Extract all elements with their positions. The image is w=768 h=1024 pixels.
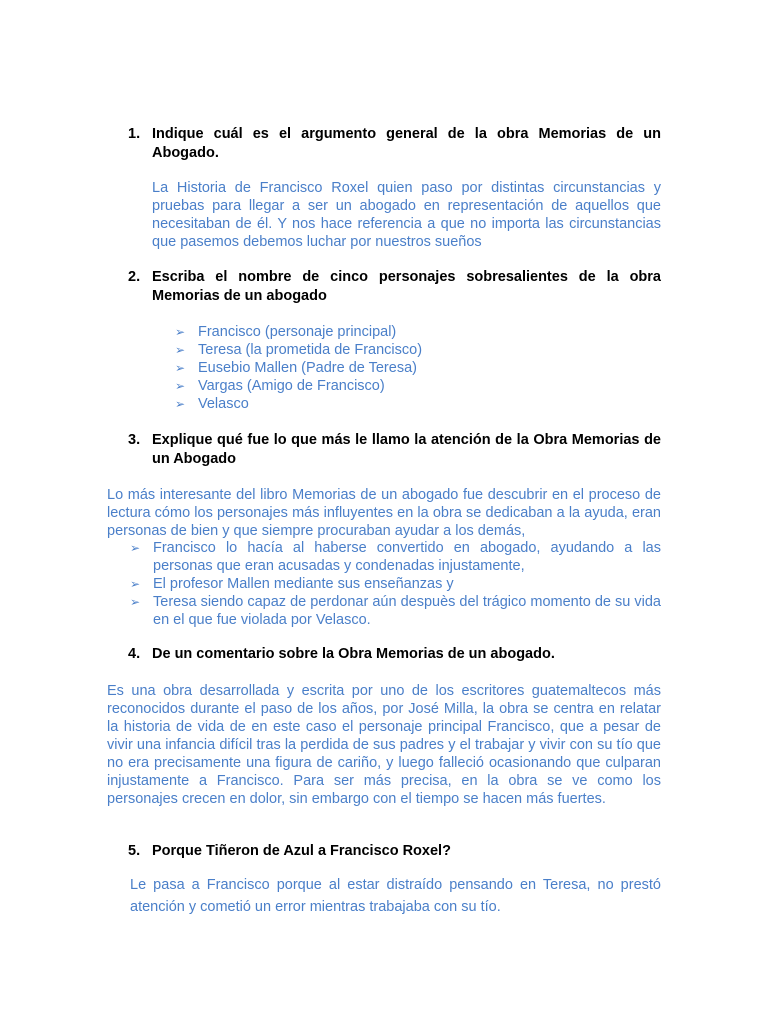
arrow-bullet-icon: ➢ bbox=[175, 397, 186, 411]
list-item bbox=[175, 377, 661, 395]
arrow-bullet-icon: ➢ bbox=[175, 343, 186, 357]
question-1 bbox=[128, 125, 661, 162]
question-number: 5. bbox=[128, 843, 141, 859]
arrow-bullet-icon: ➢ bbox=[130, 595, 141, 609]
list-item-text: Velasco bbox=[198, 396, 249, 412]
question-text: Escriba el nombre de cinco personajes sobresalientes de la obra Memorias de un abogado bbox=[152, 269, 661, 304]
question-2 bbox=[128, 268, 661, 305]
list-item bbox=[175, 341, 661, 359]
question-number: 1. bbox=[128, 126, 141, 142]
answer-1: La Historia de Francisco Roxel quien paso por distintas circunstancias y pruebas para llegar a ser un abogado en representación de aquellos que necesitaban de él. Y nos hace referencia a que no importa las circunstancias que pasemos debemos luchar por nuestros sueños bbox=[152, 180, 661, 250]
question-number: 3. bbox=[128, 432, 141, 448]
arrow-bullet-icon: ➢ bbox=[130, 541, 141, 555]
question-number: 2. bbox=[128, 269, 141, 285]
question-text: Indique cuál es el argumento general de la obra Memorias de un Abogado. bbox=[152, 126, 661, 161]
list-item bbox=[130, 575, 661, 593]
question-number: 4. bbox=[128, 646, 141, 662]
answer-5: Le pasa a Francisco porque al estar distraído pensando en Teresa, no prestó atención y cometió un error mientras trabajaba con su tío. bbox=[130, 877, 661, 915]
list-item-text: Francisco (personaje principal) bbox=[198, 324, 397, 340]
list-item-text: Teresa (la prometida de Francisco) bbox=[198, 342, 423, 358]
answer-3-list bbox=[130, 539, 661, 629]
question-text: Explique qué fue lo que más le llamo la atención de la Obra Memorias de un Abogado bbox=[152, 432, 661, 467]
question-text: De un comentario sobre la Obra Memorias de un abogado. bbox=[152, 646, 555, 662]
arrow-bullet-icon: ➢ bbox=[175, 325, 186, 339]
list-item-text: Francisco lo hacía al haberse convertido en abogado, ayudando a las personas que eran acusadas y condenadas injustamente, bbox=[153, 540, 661, 574]
list-item-text: Vargas (Amigo de Francisco) bbox=[198, 378, 385, 394]
question-text: Porque Tiñeron de Azul a Francisco Roxel? bbox=[152, 843, 451, 859]
question-5 bbox=[128, 842, 661, 861]
arrow-bullet-icon: ➢ bbox=[130, 577, 141, 591]
characters-list bbox=[175, 323, 661, 413]
list-item bbox=[175, 395, 661, 413]
list-item-text: Teresa siendo capaz de perdonar aún despuès del trágico momento de su vida en el que fue violada por Velasco. bbox=[153, 594, 661, 628]
question-3 bbox=[128, 431, 661, 468]
list-item bbox=[130, 593, 661, 629]
arrow-bullet-icon: ➢ bbox=[175, 361, 186, 375]
question-4 bbox=[128, 645, 661, 664]
list-item bbox=[175, 323, 661, 341]
list-item-text: Eusebio Mallen (Padre de Teresa) bbox=[198, 360, 417, 376]
answer-3: Lo más interesante del libro Memorias de un abogado fue descubrir en el proceso de lectura cómo los personajes más influyentes en la obra se dedicaban a la ayuda, eran personas de bien y que siempre procuraban ayudar a los demás, bbox=[107, 487, 661, 539]
list-item bbox=[130, 539, 661, 575]
list-item bbox=[175, 359, 661, 377]
arrow-bullet-icon: ➢ bbox=[175, 379, 186, 393]
answer-4: Es una obra desarrollada y escrita por uno de los escritores guatemaltecos más reconocidos durante el paso de los años, por José Milla, la obra se centra en relatar la historia de vida de en este caso el personaje principal Francisco, que a pesar de vivir una infancia difícil tras la perdida de sus padres y el trabajar y vivir con su tío que no era precisamente una figura de cariño, y luego falleció ocasionando que culparan injustamente a Francisco. Para ser más precisa, en la obra se ve como los personajes crecen en dolor, sin embargo con el tiempo se hacen más fuertes. bbox=[107, 683, 661, 807]
list-item-text: El profesor Mallen mediante sus enseñanzas y bbox=[153, 576, 454, 592]
